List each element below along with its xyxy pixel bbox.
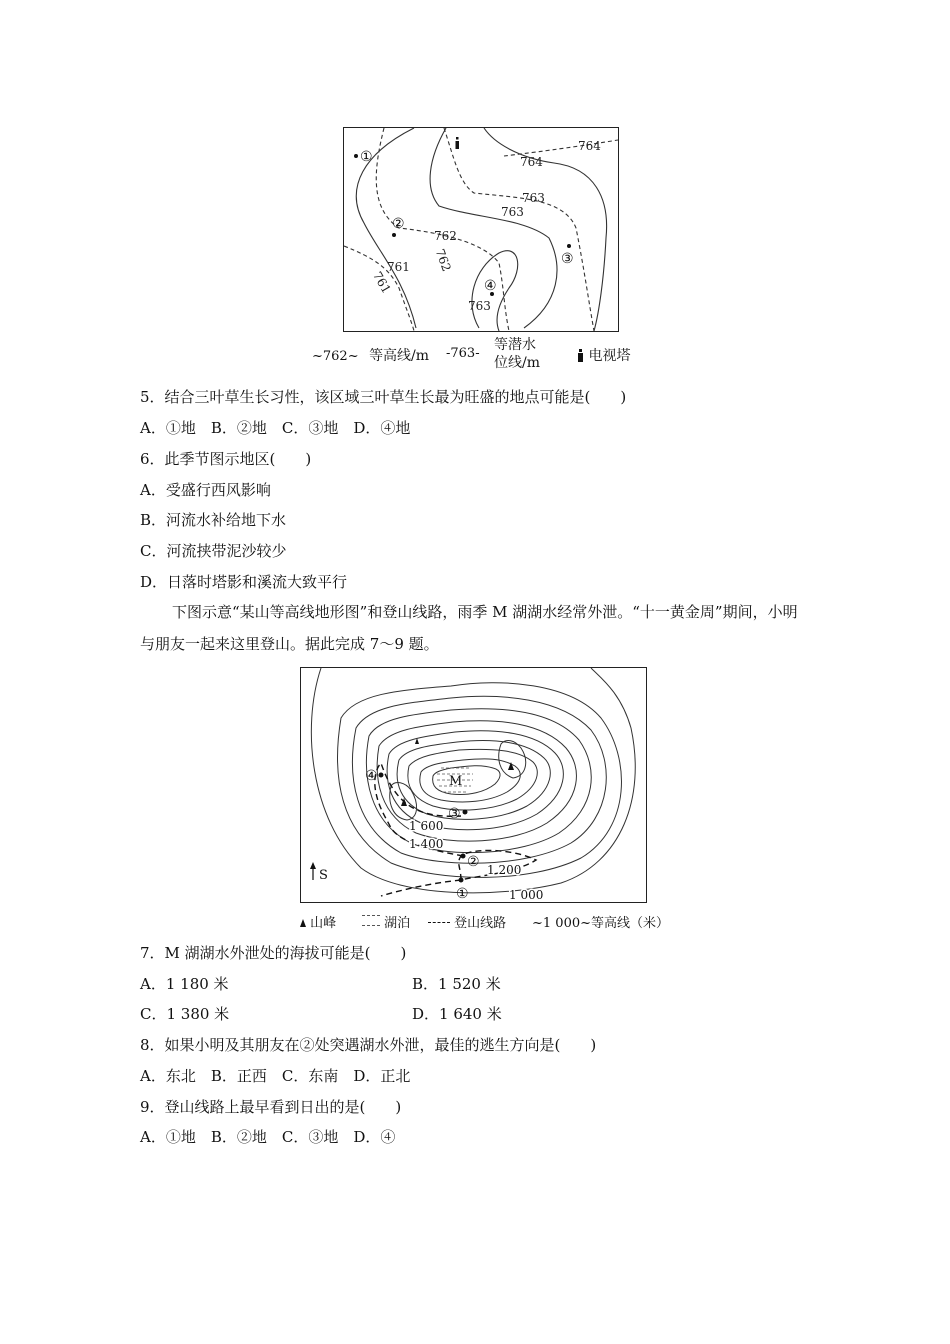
tv-tower-legend-icon bbox=[578, 348, 584, 362]
question-8-stem: 8．如果小明及其朋友在②处突遇湖水外泄，最佳的逃生方向是( ) bbox=[140, 1036, 597, 1054]
route-point-label: ④ bbox=[365, 768, 378, 784]
question-6-stem: 6．此季节图示地区( ) bbox=[140, 450, 312, 468]
mountain-topographic-map bbox=[300, 667, 647, 903]
north-label: S bbox=[319, 868, 328, 883]
point-label: ④ bbox=[484, 278, 497, 294]
legend-tower-label: 电视塔 bbox=[588, 348, 631, 364]
route-point bbox=[379, 773, 384, 778]
question-7-option-d: D．1 640 米 bbox=[412, 1005, 502, 1023]
contour-label: 762 bbox=[434, 229, 457, 243]
legend-tower bbox=[578, 345, 630, 365]
legend-water-sample-text: -763- bbox=[446, 346, 480, 361]
question-9-options: A．①地 B．②地 C．③地 D．④ bbox=[140, 1128, 396, 1146]
contour-value: 1 200 bbox=[487, 863, 522, 877]
question-7-stem: 7．M 湖湖水外泄处的海拔可能是( ) bbox=[140, 944, 407, 962]
contour-label: 763 bbox=[468, 299, 491, 313]
contour-label: 763 bbox=[501, 205, 524, 219]
legend-water-line1: 等潜水 bbox=[494, 337, 536, 353]
legend-water bbox=[494, 336, 540, 372]
contour-label: 762 bbox=[432, 246, 454, 274]
question-7-option-b: B．1 520 米 bbox=[412, 975, 501, 993]
contour-line bbox=[499, 741, 526, 778]
point-dot bbox=[567, 244, 571, 248]
legend-peak bbox=[300, 912, 336, 931]
legend-route-label: 登山线路 bbox=[454, 916, 507, 931]
legend-peak-label: 山峰 bbox=[310, 916, 337, 931]
route-point-label: ② bbox=[467, 854, 480, 870]
legend-contour2 bbox=[532, 912, 669, 931]
contour-water-table-map bbox=[343, 127, 619, 332]
contour-line bbox=[420, 759, 520, 802]
tv-tower-icon bbox=[456, 137, 460, 149]
contour-value: 1 400 bbox=[409, 837, 444, 851]
route-point-label: ③ bbox=[448, 806, 461, 822]
legend-contour-label: 等高线（米） bbox=[591, 916, 670, 931]
route-legend-icon bbox=[428, 922, 450, 923]
route-point bbox=[463, 810, 468, 815]
legend-water-sample bbox=[446, 345, 480, 361]
legend-tilde: ~ bbox=[532, 916, 543, 931]
contour-line bbox=[377, 721, 576, 841]
north-arrow-icon bbox=[310, 862, 316, 880]
lake-legend-icon bbox=[362, 915, 380, 926]
contour-value: 1 600 bbox=[409, 819, 444, 833]
contour-label: 761 bbox=[387, 260, 410, 274]
question-6-option-d: D．日落时塔影和溪流大致平行 bbox=[140, 573, 348, 591]
contour-label: 764 bbox=[520, 155, 543, 169]
legend-route bbox=[428, 912, 506, 931]
contour-line bbox=[352, 696, 606, 863]
contour-label: 764 bbox=[578, 139, 601, 153]
lake-label: M bbox=[449, 774, 463, 789]
legend-water-line2: 位线/m bbox=[494, 355, 540, 371]
question-5-stem: 5．结合三叶草生长习性，该区域三叶草生长最为旺盛的地点可能是( ) bbox=[140, 388, 627, 406]
legend-contour bbox=[312, 345, 429, 365]
question-6-option-c: C．河流挟带泥沙较少 bbox=[140, 542, 287, 560]
point-dot bbox=[392, 233, 396, 237]
question-8-options: A．东北 B．正西 C．东南 D．正北 bbox=[140, 1067, 411, 1085]
question-7-option-a: A．1 180 米 bbox=[140, 975, 229, 993]
route-point bbox=[461, 854, 466, 859]
contour-line bbox=[338, 683, 622, 878]
question-5-options: A．①地 B．②地 C．③地 D．④地 bbox=[140, 419, 411, 437]
point-dot bbox=[354, 154, 358, 158]
legend-contour-value: 1 000 bbox=[542, 916, 581, 931]
legend-contour-sample: ~762~ bbox=[312, 349, 359, 364]
legend-lake-label: 湖泊 bbox=[384, 916, 411, 931]
question-7-option-c: C．1 380 米 bbox=[140, 1005, 230, 1023]
point-label: ③ bbox=[561, 251, 574, 267]
route-point-label: ① bbox=[456, 886, 469, 902]
intro-paragraph: 下图示意“某山等高线地形图”和登山线路，雨季 M 湖湖水经常外泄。“十一黄金周”期间，小明与朋友一起来这里登山。据此完成 7～9 题。 bbox=[140, 603, 798, 653]
contour-line bbox=[387, 731, 563, 830]
contour-value: 1 000 bbox=[509, 888, 544, 902]
point-label: ② bbox=[392, 216, 405, 232]
map1-svg bbox=[344, 128, 618, 331]
legend-tilde: ~ bbox=[580, 916, 592, 931]
legend-lake bbox=[362, 912, 410, 931]
point-label: ① bbox=[360, 149, 373, 165]
question-9-stem: 9．登山线路上最早看到日出的是( ) bbox=[140, 1098, 402, 1116]
question-6-option-a: A．受盛行西风影响 bbox=[140, 481, 271, 499]
question-6-option-b: B．河流水补给地下水 bbox=[140, 511, 287, 529]
water-table-line bbox=[444, 128, 594, 331]
contour-label: 763 bbox=[522, 191, 545, 205]
contour-label: 761 bbox=[370, 269, 394, 296]
peak-legend-icon bbox=[300, 919, 306, 927]
map2-svg bbox=[301, 668, 646, 902]
route-point bbox=[459, 878, 464, 883]
legend-contour-label: 等高线/m bbox=[369, 348, 430, 364]
